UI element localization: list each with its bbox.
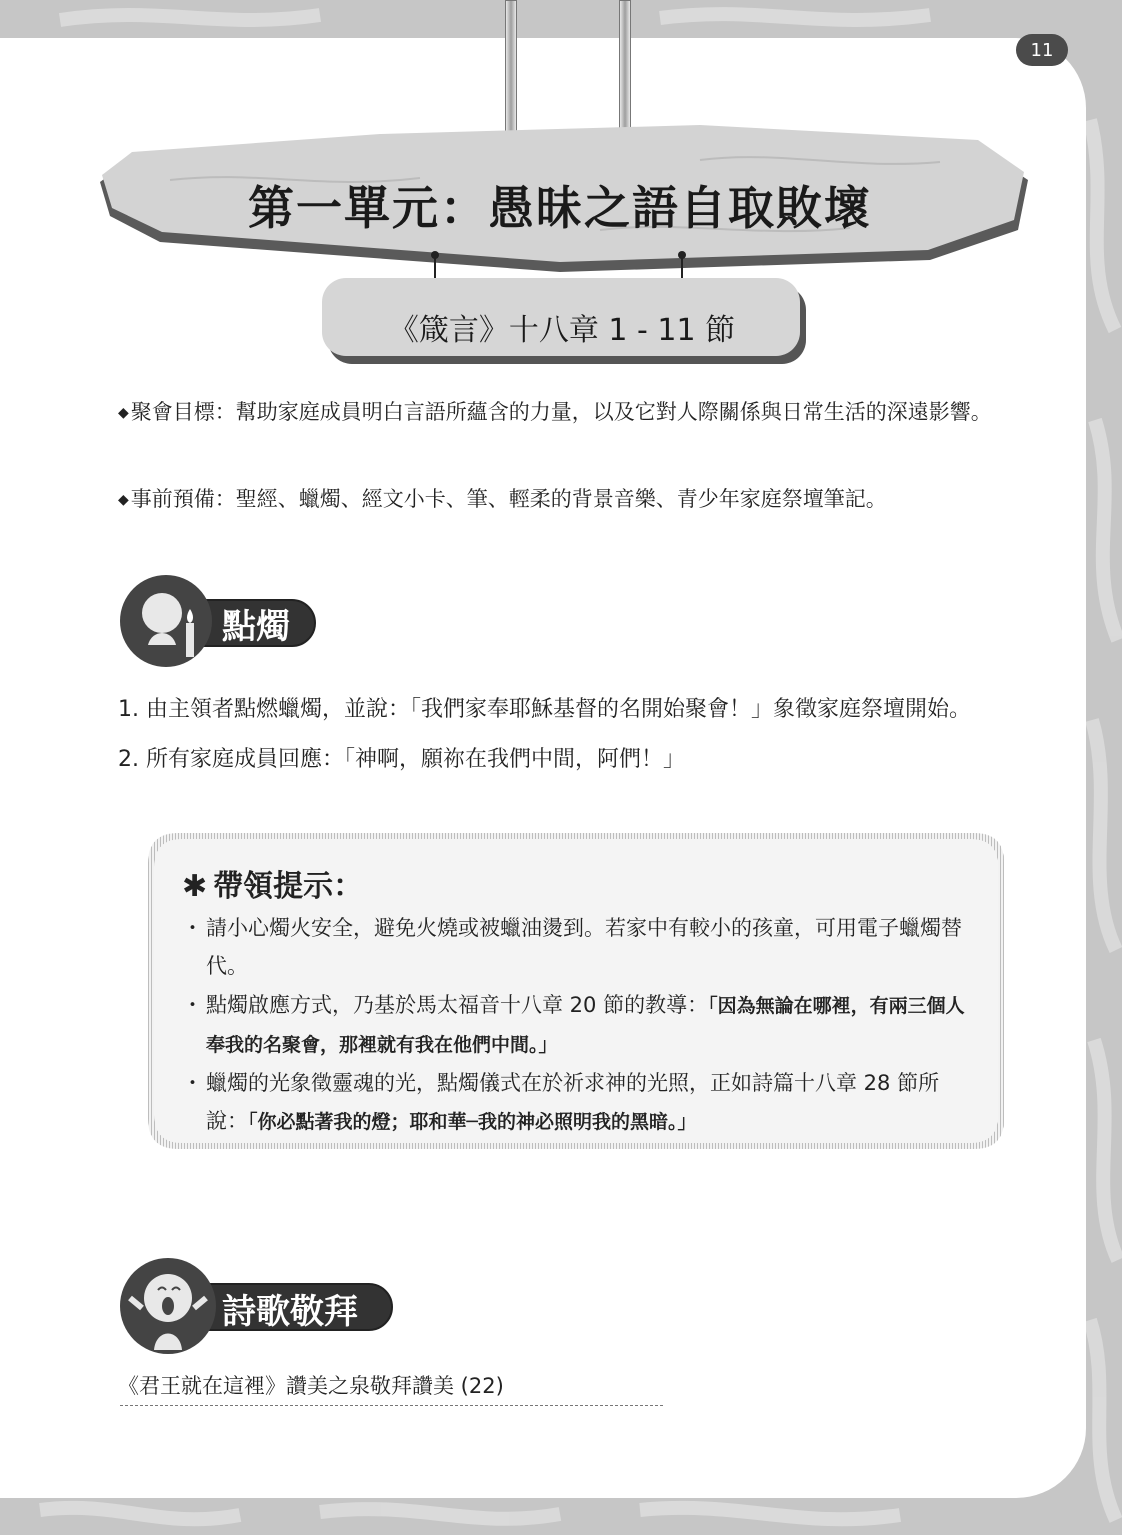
candle-mascot-icon [120,575,320,667]
list-item: ・ 點燭啟應方式，乃基於馬太福音十八章 20 節的教導：「因為無論在哪裡，有兩三個人奉我的名聚會，那裡就有我在他們中間。」 [182,993,965,1056]
leader-tips-box [148,833,1004,1149]
list-item: ・ 蠟燭的光象徵靈魂的光，點燭儀式在於祈求神的光照，正如詩篇十八章 28 節所說：「你必點著我的燈；耶和華─我的神必照明我的黑暗。」 [182,1071,940,1133]
diamond-bullet-icon: ◆ [118,405,129,421]
asterisk-icon: ✱ [182,869,208,904]
diamond-bullet-icon: ◆ [118,492,129,508]
list-item: ・ 請小心燭火安全，避免火燒或被蠟油燙到。若家中有較小的孩童，可用電子蠟燭替代。 [182,916,962,978]
preparation [118,481,1013,518]
song-underline [120,1405,663,1406]
candle-section-header [120,575,320,671]
prep-label: 事前預備： [130,487,236,511]
list-item: 1. 由主領者點燃蠟燭，並說：「我們家奉耶穌基督的名開始聚會！」象徵家庭祭壇開始。 [118,697,972,722]
candle-steps [118,692,1018,792]
goal-text: 幫助家庭成員明白言語所蘊含的力量，以及它對人際關係與日常生活的深遠影響。 [235,400,992,424]
meeting-goal [118,394,1013,431]
worship-section-header [120,1258,398,1358]
song-title: 《君王就在這裡》讚美之泉敬拜讚美 (22) [118,1374,504,1398]
scripture-reference: 《箴言》十八章 1 - 11 節 [388,313,736,348]
page-number: 11 [1016,34,1068,66]
tips-title: ✱ 帶領提示： [182,869,364,904]
worship-section-label: 詩歌敬拜 [222,1292,358,1332]
unit-title: 第一單元：愚昧之語自取敗壞 [248,181,872,235]
list-item: 2. 所有家庭成員回應：「神啊，願祢在我們中間，阿們！」 [118,747,686,772]
prep-text: 聖經、蠟燭、經文小卡、筆、輕柔的背景音樂、青少年家庭祭壇筆記。 [235,487,887,511]
candle-section-label: 點燭 [222,607,290,647]
goal-label: 聚會目標： [130,400,236,424]
